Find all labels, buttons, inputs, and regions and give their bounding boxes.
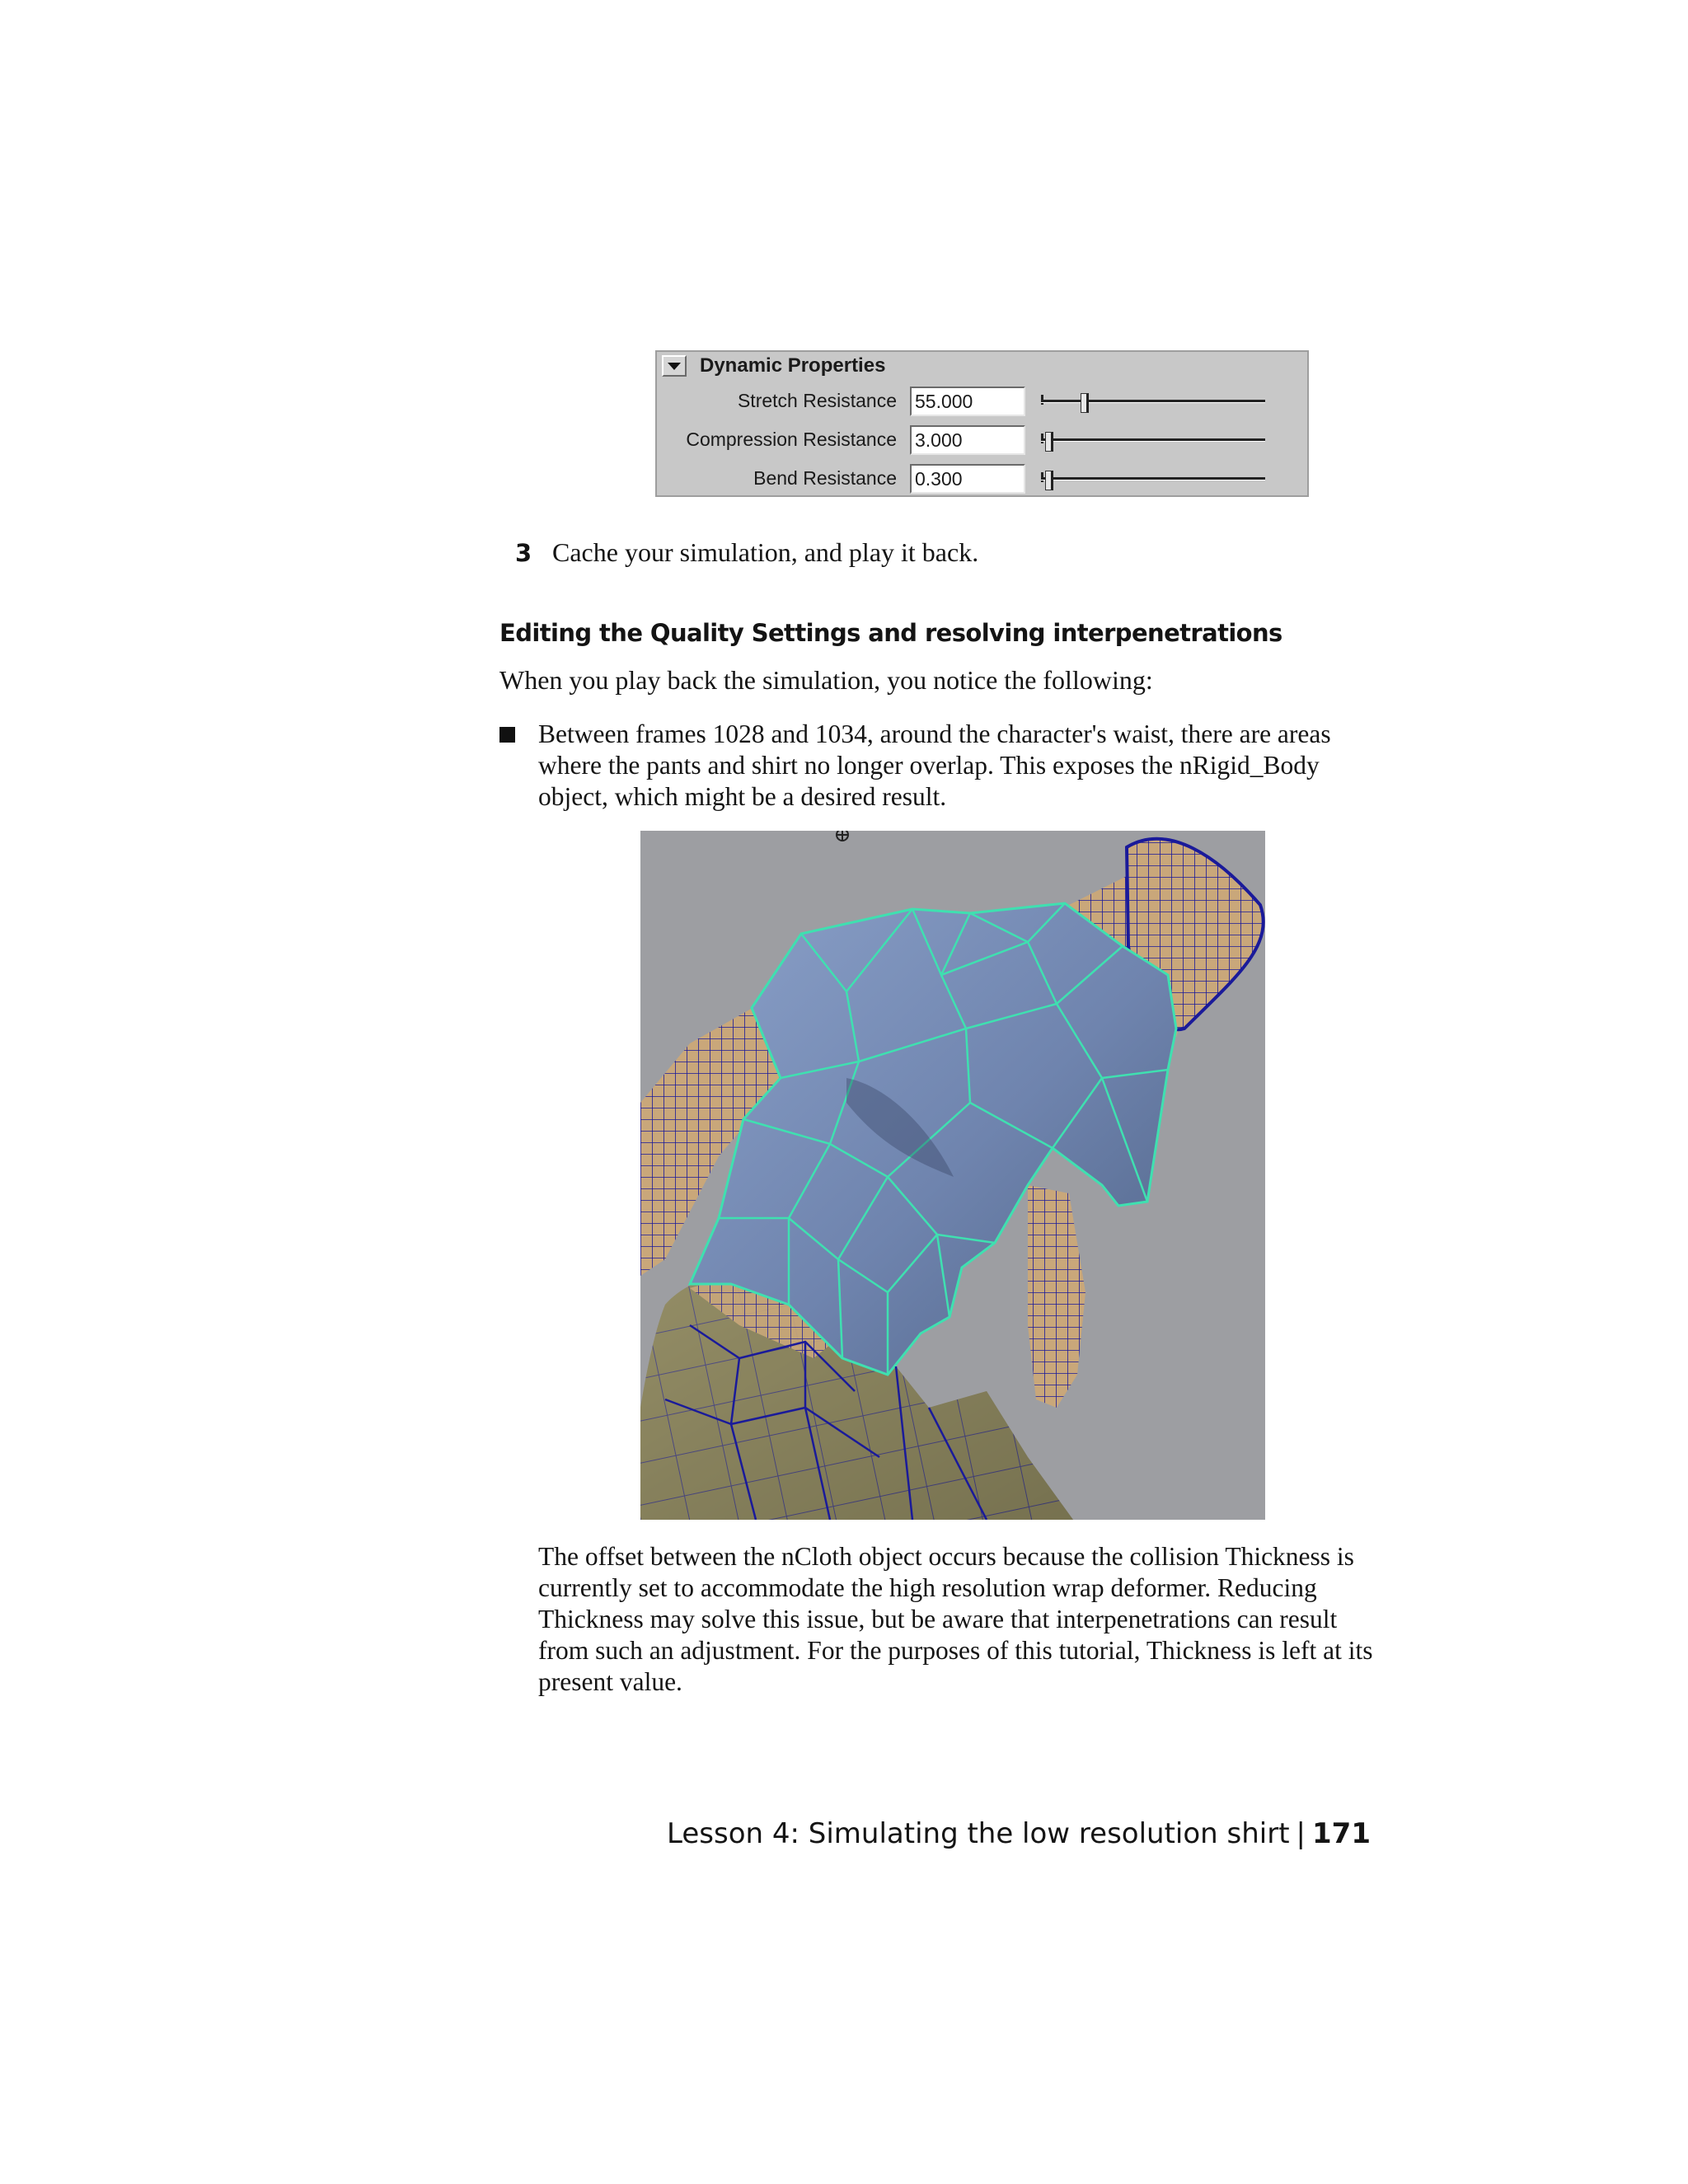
page-number: 171 <box>1312 1817 1371 1850</box>
attr-label: Compression Resistance <box>686 429 897 450</box>
panel-title: Dynamic Properties <box>700 354 886 377</box>
section-heading: Editing the Quality Settings and resolving interpenetrations <box>499 619 1282 647</box>
square-bullet-icon <box>499 727 515 743</box>
character-mesh-figure <box>640 831 1265 1520</box>
step-text: Cache your simulation, and play it back. <box>552 537 979 567</box>
attr-label: Bend Resistance <box>753 467 897 489</box>
footer-separator: | <box>1296 1817 1306 1850</box>
attr-label: Stretch Resistance <box>737 390 897 411</box>
attr-row-bend-resistance <box>657 462 1307 495</box>
caption-paragraph: The offset between the nCloth object occurs because the collision Thickness is currently set to accommodate the high resolution wrap deformer. Reducing Thickness may solve this issue, but be aware that interpenetrations can result from such an adjustment. For the purposes of this tutorial, Thickness is left at its present value. <box>538 1542 1373 1696</box>
slider-thumb[interactable] <box>1045 432 1053 452</box>
panel-header <box>657 352 1307 380</box>
step-number: 3 <box>515 539 532 567</box>
page-footer <box>667 1817 1371 1850</box>
bend-resistance-slider[interactable] <box>1038 469 1265 489</box>
slider-thumb[interactable] <box>1045 471 1053 490</box>
stretch-resistance-slider[interactable] <box>1038 391 1265 411</box>
dynamic-properties-panel <box>655 350 1309 497</box>
slider-thumb[interactable] <box>1081 393 1089 413</box>
lesson-title: Lesson 4: Simulating the low resolution shirt <box>667 1817 1290 1850</box>
intro-paragraph: When you play back the simulation, you notice the following: <box>499 665 1153 695</box>
bend-resistance-field[interactable]: 0.300 <box>910 464 1025 494</box>
stretch-resistance-field[interactable]: 55.000 <box>910 387 1025 416</box>
collapse-toggle-button[interactable] <box>662 355 687 377</box>
step-3 <box>515 537 978 568</box>
bullet-text: Between frames 1028 and 1034, around the character's waist, there are areas where the pants and shirt no longer overlap. This exposes the nRigid_Body object, which might be a desired result. <box>538 719 1331 811</box>
compression-resistance-field[interactable]: 3.000 <box>910 425 1025 455</box>
triangle-down-icon <box>668 363 681 370</box>
attr-row-stretch-resistance <box>657 385 1307 418</box>
attr-row-compression-resistance <box>657 424 1307 457</box>
compression-resistance-slider[interactable] <box>1038 430 1265 450</box>
